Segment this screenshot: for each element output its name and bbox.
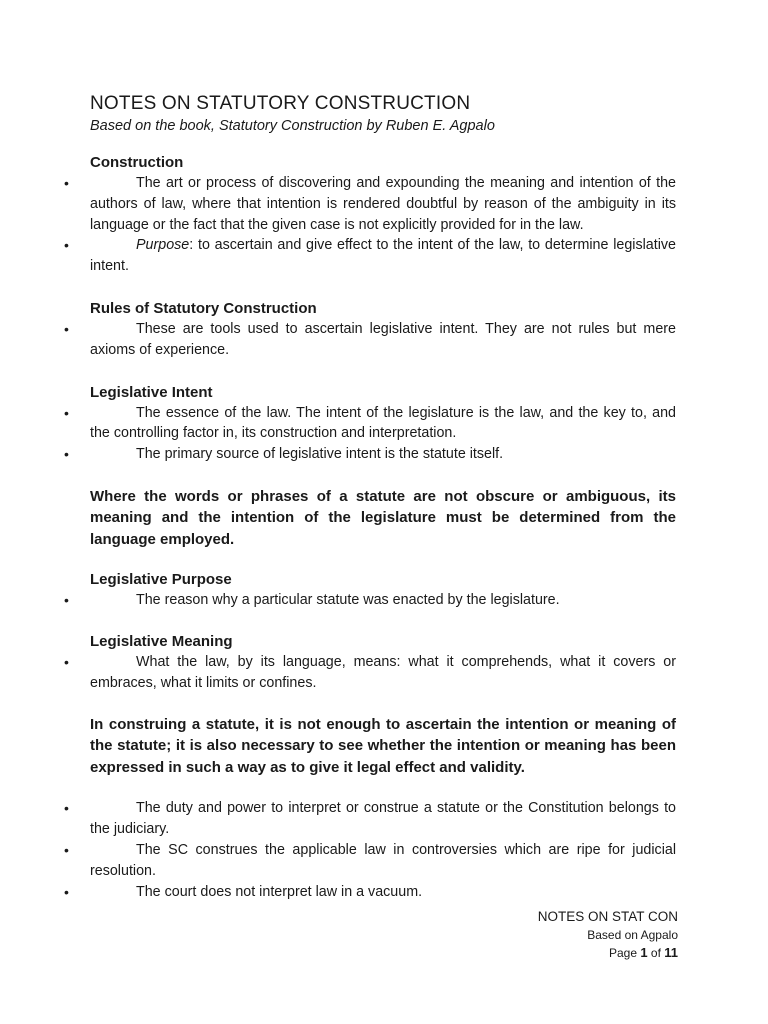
list-item-text: The reason why a particular statute was enacted by the legislature. xyxy=(136,592,560,609)
bullet-icon: • xyxy=(64,841,69,858)
total-pages: 11 xyxy=(664,945,678,960)
page-word: Page xyxy=(608,946,641,960)
list-item xyxy=(64,444,676,465)
document-body xyxy=(64,92,676,902)
list-item xyxy=(64,882,676,903)
list-item-text: The art or process of discovering and expounding the meaning and intention of the authors of law, where that intention is rendered doubtful by reason of the ambiguity in its language or the fact that the given case is not explicitly provided for in the law. xyxy=(90,175,676,233)
document-subtitle: Based on the book, Statutory Construction by Ruben E. Agpalo xyxy=(90,118,495,134)
list-item-text: : to ascertain and give effect to the intent of the law, to determine legislative intent. xyxy=(90,237,676,275)
bullet-icon: • xyxy=(64,320,69,337)
emphasis-paragraph: Where the words or phrases of a statute are not obscure or ambiguous, its meaning and the intention of the legislature must be determined from the language employed. xyxy=(90,487,676,548)
footer-title: NOTES ON STAT CON xyxy=(537,909,678,924)
list-item xyxy=(64,840,676,882)
list-item-text: The essence of the law. The intent of the legislature is the law, and the key to, and the controlling factor in, its construction and interpretation. xyxy=(90,404,676,442)
page-number xyxy=(538,944,678,962)
heading-legislative-meaning: Legislative Meaning xyxy=(90,633,233,651)
document-title: NOTES ON STATUTORY CONSTRUCTION xyxy=(90,93,471,114)
list-item xyxy=(64,403,676,445)
bullet-icon: • xyxy=(64,446,69,463)
list-item-text: The duty and power to interpret or construe a statute or the Constitution belongs to the judiciary. xyxy=(90,800,676,838)
footer-source: Based on Agpalo xyxy=(587,928,678,942)
bullet-icon: • xyxy=(64,654,69,671)
bullet-icon: • xyxy=(64,237,69,254)
heading-legislative-intent: Legislative Intent xyxy=(90,383,213,401)
bullet-icon: • xyxy=(64,404,69,421)
list-item-text: These are tools used to ascertain legislative intent. They are not rules but mere axioms of experience. xyxy=(90,320,676,358)
emphasis-paragraph: In construing a statute, it is not enough to ascertain the intention or meaning of the statute; it is also necessary to see whether the intention or meaning has been expressed in such a way as to give it legal effect and validity. xyxy=(90,715,676,776)
list-item xyxy=(64,319,676,361)
list-item-text: The court does not interpret law in a vacuum. xyxy=(136,883,423,900)
bullet-icon: • xyxy=(64,175,69,191)
purpose-label: Purpose xyxy=(136,237,190,254)
list-item xyxy=(64,798,676,840)
bullet-icon: • xyxy=(64,800,69,817)
heading-construction: Construction xyxy=(90,154,184,171)
list-item-text: The SC construes the applicable law in controversies which are ripe for judicial resolution. xyxy=(90,841,676,879)
list-item xyxy=(64,173,676,235)
list-item-text: What the law, by its language, means: what it comprehends, what it covers or embraces, what it limits or confines. xyxy=(90,654,676,692)
list-item xyxy=(64,652,676,694)
bullet-icon: • xyxy=(64,883,69,900)
current-page: 1 xyxy=(640,945,648,960)
list-item xyxy=(64,590,676,611)
list-item xyxy=(64,235,676,277)
heading-legislative-purpose: Legislative Purpose xyxy=(90,571,232,589)
list-item-text: The primary source of legislative intent is the statute itself. xyxy=(136,446,504,463)
bullet-icon: • xyxy=(64,592,69,609)
page-footer xyxy=(538,908,678,962)
heading-rules: Rules of Statutory Construction xyxy=(90,299,317,317)
of-word: of xyxy=(647,946,665,960)
